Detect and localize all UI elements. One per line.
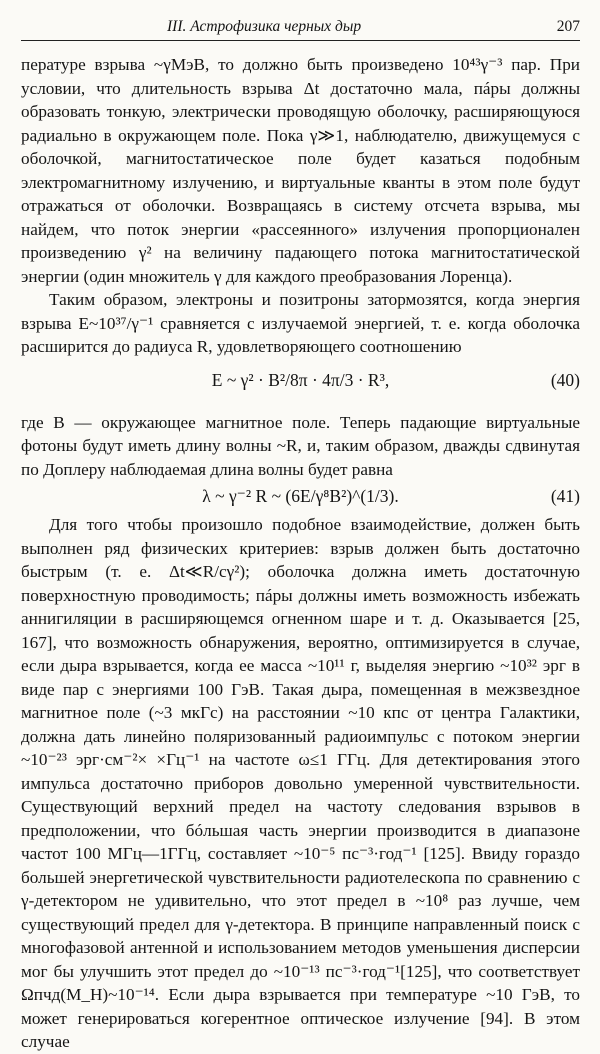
running-title: III. Астрофизика черных дыр (167, 18, 362, 35)
equation-40-number: (40) (550, 369, 580, 390)
equation-41-number: (41) (550, 486, 580, 506)
paragraph-4: Для того чтобы произошло подобное взаимодействие, должен быть выполнен ряд физических критериев: взрыв должен быть достаточно быстрым (т. е. Δt≪R/cγ²); оболочка должна иметь достаточную поверхностную проводимость; пáры должны иметь возможность избежать аннигиляции в расширяющемся огненном шаре и т. д. Оказывается [25, 167], что возможность обнаружения, вероятно, оптимизируется в случае, если дыра взрывается, когда ее масса ~10¹¹ г, выделяя энергию ~10³² эрг в виде пар с энергиями 100 ГэВ. Такая дыра, помещенная в межзвездное магнитное поле (~3 мкГс) на расстоянии ~10 кпс от центра Галактики, должна дать линейно поляризованный радиоимпульс с потоком энергии ~10⁻²³ эрг·см⁻²× ×Гц⁻¹ на частоте ω≤1 ГГц. Для детектирования этого импульса достаточно приборов довольно умеренной чувствительности. Существующий верхний предел на частоту следования взрывов в предположении, что бóльшая часть энергии производится в диапазоне частот 100 МГц—1ГГц, составляет ~10⁻⁵ пс⁻³·год⁻¹ [125]. Ввиду гораздо большей энергетической чувствительности радиотелескопа по сравнению с γ-детектором не удивительно, что этот предел в ~10⁸ раз лучше, чем существующий предел для γ-детектора. В принципе направленный поиск с многофазовой антенной и использованием методов уменьшения дисперсии мог бы улучшить этот предел до ~10⁻¹³ пс⁻³·год⁻¹[125], что соответствует Ωпчд(M_H)~10⁻¹⁴. Если дыра взрывается при температуре ~10 ГэВ, то может генерироваться когерентное оптическое излучение [94]. В этом случае (21, 515, 580, 1051)
paragraph-3: где B — окружающее магнитное поле. Теперь падающие виртуальные фотоны будут иметь длину волны ~R, и, таким образом, дважды сдвинутая по Доплеру наблюдаемая длина волны будет равна (21, 412, 580, 479)
body-text (21, 53, 580, 1054)
equation-41 (21, 481, 580, 513)
equation-40-formula: E ~ γ² · B²/8π · 4π/3 · R³, (211, 369, 390, 390)
running-head (21, 14, 580, 41)
paragraph-2: Таким образом, электроны и позитроны затормозятся, когда энергия взрыва E~10³⁷/γ⁻¹ сравняется с излучаемой энергией, т. е. когда оболочка расширится до радиуса R, удовлетворяющего соотношению (21, 290, 580, 356)
page-number: 207 (556, 18, 580, 35)
equation-41-formula: λ ~ γ⁻² R ~ (6E/γ⁸B²)^(1/3). (202, 486, 399, 506)
paragraph-1: пературе взрыва ~γМэВ, то должно быть произведено 10⁴³γ⁻³ пар. При условии, что длительность взрыва Δt достаточно мала, пáры должны образовать тонкую, электрически проводящую оболочку, расширяющуюся радиально в окружающем поле. Пока γ≫1, наблюдателю, движущемуся с оболочкой, магнитостатическое поле будет казаться подобным электромагнитному излучению, и виртуальные кванты в этом поле будут отражаться от оболочки. Возвращаясь в систему отсчета взрыва, мы найдем, что поток энергии «рассеянного» излучения пропорционален произведению γ² на величину падающего потока магнитостатической энергии (один множитель γ для каждого преобразования Лоренца). (21, 55, 580, 286)
equation-40 (21, 359, 580, 411)
